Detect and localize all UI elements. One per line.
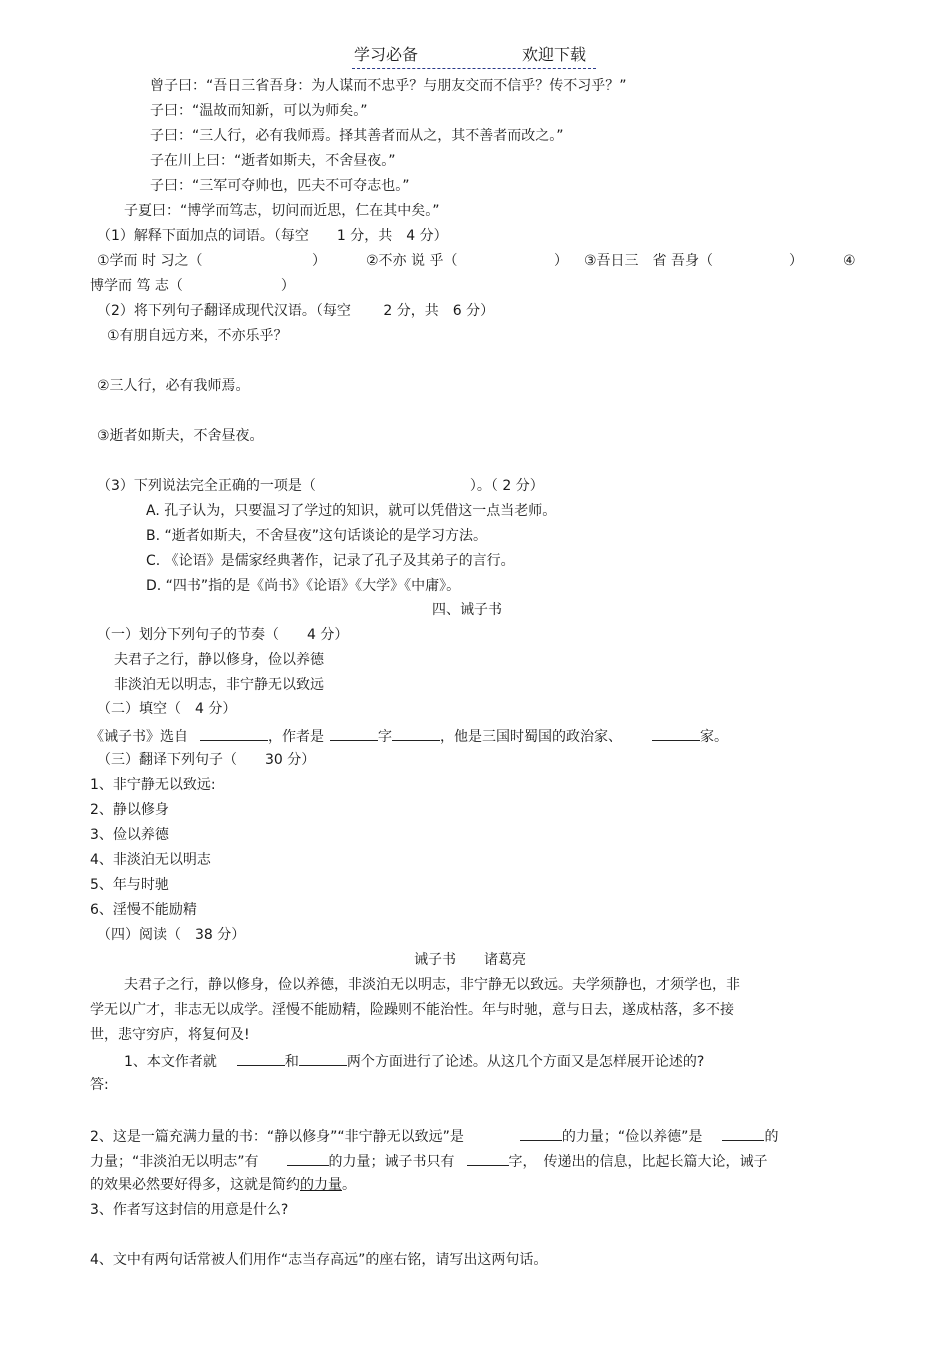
quote-line: 子在川上曰：“逝者如斯夫，不舍昼夜。” <box>150 153 396 169</box>
section-title: 四、诫子书 <box>432 602 502 618</box>
part-2: （二）填空（ 4 分） <box>97 701 237 717</box>
part-3-item: 4、非淡泊无以明志 <box>90 852 211 868</box>
fill-text: 《诫子书》选自 <box>90 729 188 745</box>
part-1: （一）划分下列句子的节奏（ 4 分） <box>97 627 349 643</box>
q3-option-a: A. 孔子认为，只要温习了学过的知识，就可以凭借这一点当老师。 <box>146 503 557 519</box>
q1-item-2: ②不亦 说 乎（ <box>366 253 458 269</box>
question-2: （2）将下列句子翻译成现代汉语。（每空 2 分，共 6 分） <box>97 303 495 319</box>
answer-blank[interactable] <box>299 1051 347 1066</box>
q2-item: ③逝者如斯夫，不舍昼夜。 <box>97 428 264 444</box>
reading-q2-line1 <box>90 1126 778 1146</box>
rq2-text: 2、这是一篇充满力量的书：“静以修身”“非宁静无以致远”是 <box>90 1129 464 1145</box>
q1-item-4-marker: ④ <box>843 253 856 269</box>
part-3-item: 5、年与时驰 <box>90 877 169 893</box>
part-1-item: 夫君子之行，静以修身，俭以养德 <box>114 652 324 668</box>
rq2-text: 的力量；“俭以养德”是 <box>561 1129 703 1145</box>
quote-line: 子曰：“温故而知新，可以为师矣。” <box>150 103 368 119</box>
reading-q2-line2 <box>90 1151 768 1171</box>
quote-line: 子曰：“三人行，必有我师焉。择其善者而从之，其不善者而改之。” <box>150 128 564 144</box>
answer-blank[interactable] <box>722 1126 764 1141</box>
part-3: （三）翻译下列句子（ 30 分） <box>97 752 316 768</box>
reading-q2-line3 <box>90 1176 356 1194</box>
answer-blank[interactable] <box>237 1051 285 1066</box>
header-left: 学习必备 <box>354 45 419 64</box>
q1-item-1: ①学而 时 习之（ <box>97 253 203 269</box>
part-3-item: 1、非宁静无以致远: <box>90 777 216 793</box>
fill-text: ，他是三国时蜀国的政治家、 <box>440 729 622 745</box>
fill-text: ，作者是 <box>268 729 324 745</box>
answer-blank[interactable] <box>467 1151 509 1166</box>
rq2-text: 力量；“非淡泊无以明志”有 <box>90 1154 259 1170</box>
rq2-text: 字， 传递出的信息，比起长篇大论，诫子 <box>508 1154 768 1170</box>
part-1-item: 非淡泊无以明志，非宁静无以致远 <box>114 677 324 693</box>
q1-item-1-close: ） <box>312 253 326 269</box>
q1-item-2-close: ） <box>554 253 568 269</box>
q3-option-b: B. “逝者如斯夫，不舍昼夜”这句话谈论的是学习方法。 <box>146 528 488 544</box>
header-right: 欢迎下载 <box>522 45 587 64</box>
rq2-text: 的效果必然要好得多，这就是简约 <box>90 1177 300 1193</box>
underlined-text: 的力量 <box>300 1177 342 1193</box>
fill-blank[interactable] <box>652 726 700 741</box>
rq2-text: 的 <box>764 1129 779 1145</box>
fill-text: 家。 <box>700 729 728 745</box>
q1-item-3-close: ） <box>789 253 803 269</box>
quote-line: 子曰：“三军可夺帅也，匹夫不可夺志也。” <box>150 178 410 194</box>
passage-line: 世，悲守穷庐，将复何及! <box>90 1027 250 1043</box>
reading-q1-answer: 答: <box>90 1077 109 1093</box>
reading-q3: 3、作者写这封信的用意是什么? <box>90 1202 289 1218</box>
rq1-text: 两个方面进行了论述。从这几个方面又是怎样展开论述的? <box>346 1054 705 1070</box>
fill-text: 字 <box>378 729 392 745</box>
q3-option-d: D. “四书”指的是《尚书》《论语》《大学》《中庸》。 <box>146 578 461 594</box>
fill-blank[interactable] <box>200 726 268 741</box>
part-3-item: 2、静以修身 <box>90 802 169 818</box>
rq2-text: 。 <box>342 1177 356 1193</box>
question-1: （1）解释下面加点的词语。（每空 1 分，共 4 分） <box>97 228 448 244</box>
q2-item: ①有朋自远方来，不亦乐乎？ <box>107 328 288 344</box>
q1-item-3: ③吾日三 省 吾身（ <box>584 253 714 269</box>
fill-blank[interactable] <box>330 726 378 741</box>
fill-line <box>90 726 728 746</box>
quote-line: 曾子曰：“吾日三省吾身：为人谋而不忠乎？与朋友交而不信乎？传不习乎？” <box>150 78 627 94</box>
reading-q1 <box>124 1051 704 1071</box>
rq1-text: 1、本文作者就 <box>124 1054 217 1070</box>
passage-line: 夫君子之行，静以修身，俭以养德，非淡泊无以明志，非宁静无以致远。夫学须静也，才须学也，非 <box>124 977 740 993</box>
answer-blank[interactable] <box>520 1126 562 1141</box>
page-header <box>352 42 596 69</box>
quote-line: 子夏曰：“博学而笃志，切问而近思，仁在其中矣。” <box>124 203 440 219</box>
part-4: （四）阅读（ 38 分） <box>97 927 246 943</box>
rq1-text: 和 <box>284 1054 299 1070</box>
part-3-item: 6、淫慢不能励精 <box>90 902 197 918</box>
passage-line: 学无以广才，非志无以成学。淫慢不能励精，险躁则不能治性。年与时驰，意与日去，遂成枯落，多不接 <box>90 1002 734 1018</box>
answer-blank[interactable] <box>287 1151 329 1166</box>
q1-item-4: 博学而 笃 志（ ） <box>90 278 295 294</box>
question-3: （3）下列说法完全正确的一项是（ ）。（ 2 分） <box>97 478 544 494</box>
fill-blank[interactable] <box>392 726 440 741</box>
reading-title: 诫子书 诸葛亮 <box>414 952 526 968</box>
q2-item: ②三人行，必有我师焉。 <box>97 378 250 394</box>
reading-q4: 4、文中有两句话常被人们用作“志当存高远”的座右铭，请写出这两句话。 <box>90 1252 548 1268</box>
q3-option-c: C. 《论语》是儒家经典著作，记录了孔子及其弟子的言行。 <box>146 553 515 569</box>
part-3-item: 3、俭以养德 <box>90 827 169 843</box>
rq2-text: 的力量；诫子书只有 <box>328 1154 455 1170</box>
